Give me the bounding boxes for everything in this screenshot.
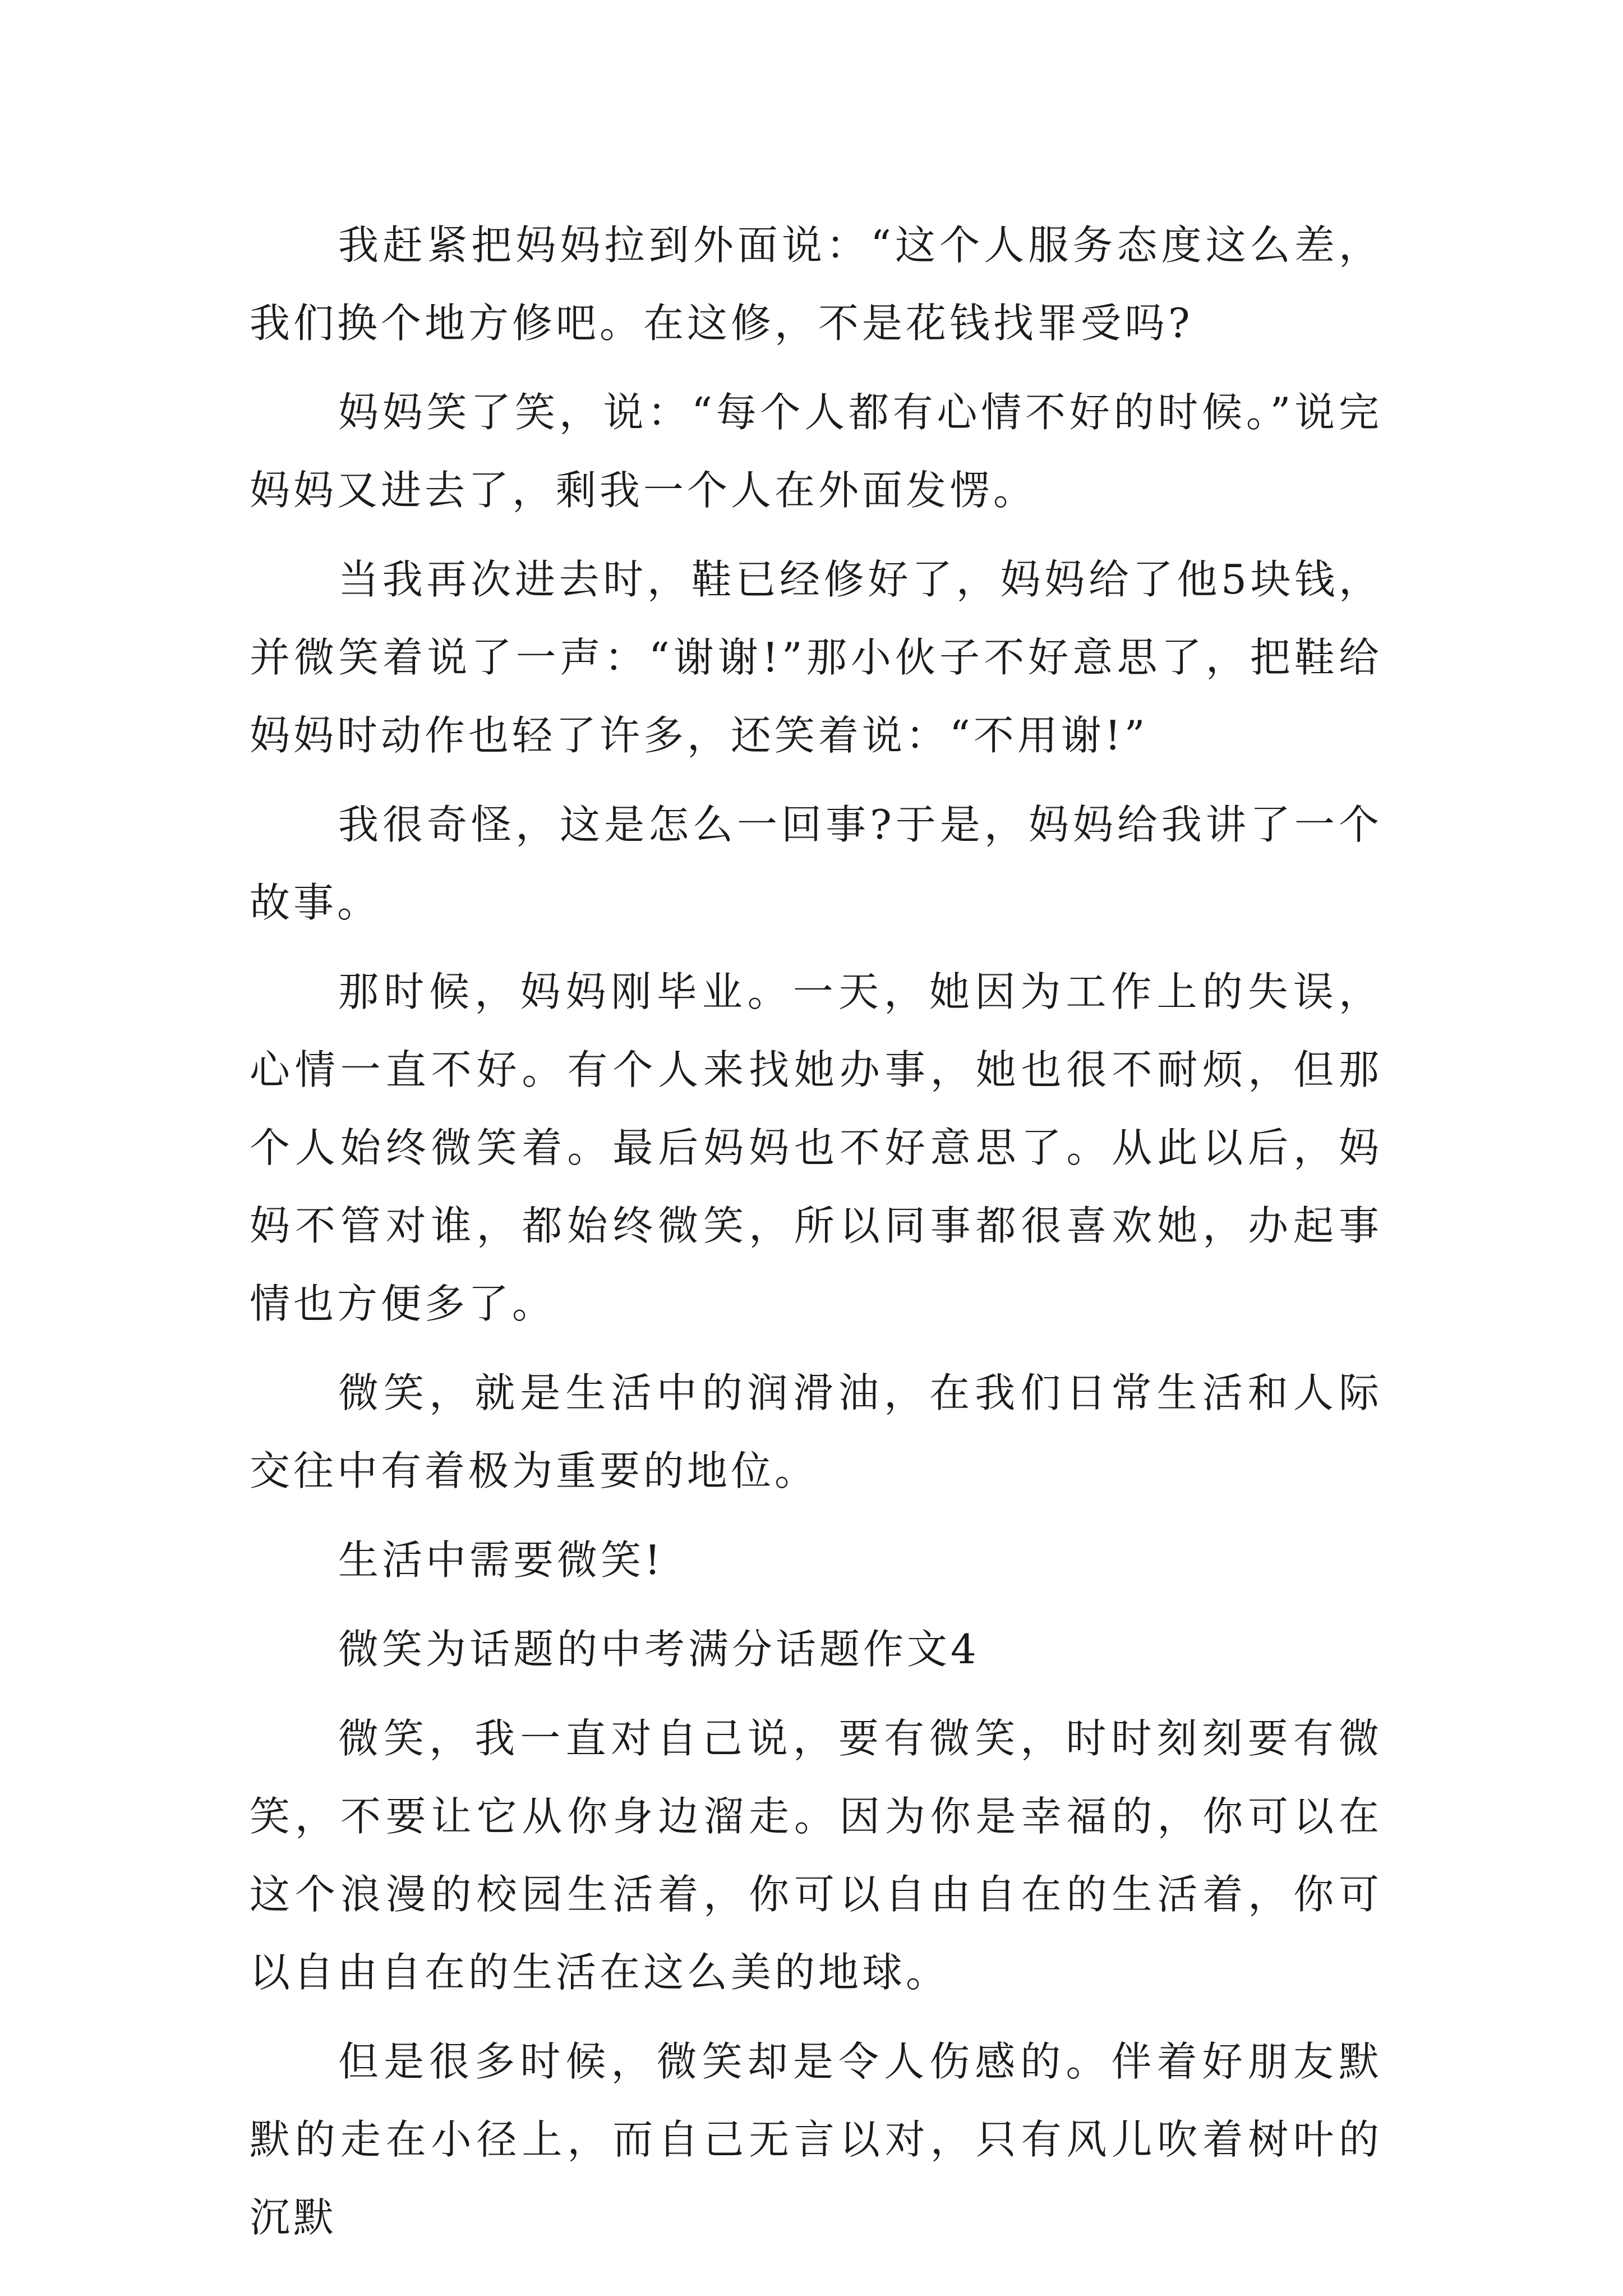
- paragraph: 我很奇怪，这是怎么一回事?于是，妈妈给我讲了一个故事。: [250, 801, 1382, 926]
- paragraph: 那时候，妈妈刚毕业。一天，她因为工作上的失误，心情一直不好。有个人来找她办事，她也很不耐烦，但那个人始终微笑着。最后妈妈也不好意思了。从此以后，妈妈不管对谁，都始终微笑，所以同事都很喜欢她，办起事情也方便多了。: [250, 968, 1382, 1327]
- section-heading: 微笑为话题的中考满分话题作文4: [338, 1626, 980, 1673]
- paragraph: 微笑，我一直对自己说，要有微笑，时时刻刻要有微笑，不要让它从你身边溜走。因为你是幸福的，你可以在这个浪漫的校园生活着，你可以自由自在的生活着，你可以自由自在的生活在这么美的地球。: [250, 1715, 1382, 1996]
- paragraph-short: 生活中需要微笑!: [338, 1536, 664, 1584]
- paragraph: 但是很多时候，微笑却是令人伤感的。伴着好朋友默默的走在小径上，而自己无言以对，只有风儿吹着树叶的沉默: [250, 2038, 1382, 2241]
- paragraph: 微笑，就是生活中的润滑油，在我们日常生活和人际交往中有着极为重要的地位。: [250, 1369, 1382, 1494]
- paragraph: 我赶紧把妈妈拉到外面说：“这个人服务态度这么差，我们换个地方修吧。在这修，不是花钱找罪受吗?: [250, 222, 1382, 347]
- paragraph: 妈妈笑了笑，说：“每个人都有心情不好的时候。”说完妈妈又进去了，剩我一个人在外面发愣。: [250, 389, 1382, 514]
- document-body: [250, 206, 1382, 2268]
- paragraph: 当我再次进去时，鞋已经修好了，妈妈给了他5块钱，并微笑着说了一声：“谢谢!”那小伙子不好意思了，把鞋给妈妈时动作也轻了许多，还笑着说：“不用谢!”: [250, 556, 1382, 759]
